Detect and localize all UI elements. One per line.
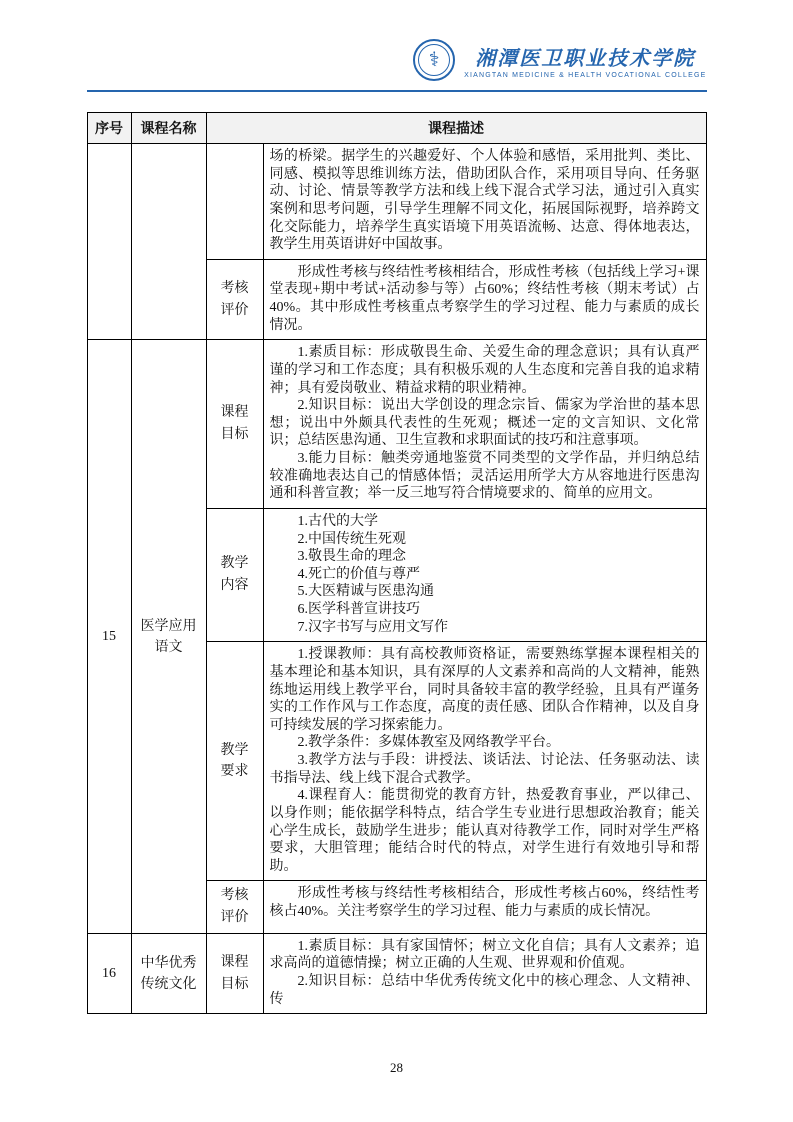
- course-no: 15: [87, 340, 131, 934]
- paragraph: 3.能力目标：触类旁通地鉴赏不同类型的文学作品，并归纳总结较准确地表达自己的情感体悟；灵活运用所学大方从容地进行医患沟通和科普宣教；举一反三地写符合情境要求的、简单的应用文。: [269, 451, 700, 502]
- table-row-course-15: [87, 340, 706, 509]
- section-label: [206, 508, 263, 641]
- paragraph: 2.中国传统生死观: [297, 531, 406, 547]
- section-label-text: 课程目标: [220, 954, 249, 992]
- course-no: [87, 144, 131, 340]
- paragraph: 7.汉字书写与应用文写作: [297, 619, 448, 635]
- section-label-text: 教学内容: [220, 556, 249, 594]
- paragraph: 2.知识目标：说出大学创设的理念宗旨、儒家为学治世的基本思想；说出中外颇具代表性的生死观；概述一定的文言知识、文化常识；总结医患沟通、卫生宣教和求职面试的技巧和注意事项。: [269, 398, 700, 449]
- paragraph: 1.素质目标：形成敬畏生命、关爱生命的理念意识；具有认真严谨的学习和工作态度；具有积极乐观的人生态度和完善自我的追求精神；具有爱岗敬业、精益求精的职业精神。: [269, 345, 700, 396]
- header-cell-name: 课程名称: [131, 113, 206, 144]
- college-logo: [87, 34, 707, 86]
- section-label: [206, 144, 263, 260]
- section-label: [206, 642, 263, 881]
- course-description-table: [87, 112, 707, 1014]
- section-label-text: 考核评价: [220, 280, 249, 318]
- paragraph: 2.知识目标：总结中华优秀传统文化中的核心理念、人文精神、传: [269, 974, 700, 1007]
- paragraph: 形成性考核与终结性考核相结合，形成性考核占60%，终结性考核占40%。关注考察学生的学习过程、能力与素质的成长情况。: [269, 886, 700, 919]
- paragraph: 形成性考核与终结性考核相结合，形成性考核（包括线上学习+课堂表现+期中考试+活动参与等）占60%；终结性考核（期末考试）占40%。其中形成性考核重点考察学生的学习过程、能力与素质的成长情况。: [269, 264, 700, 333]
- header-cell-desc: 课程描述: [206, 113, 706, 144]
- paragraph: 5.大医精诚与医患沟通: [297, 584, 434, 600]
- section-content: [263, 340, 706, 509]
- table-row-course-16: [87, 933, 706, 1014]
- table-row-continuation: [87, 144, 706, 260]
- section-content: [263, 508, 706, 641]
- section-label: [206, 881, 263, 933]
- college-emblem-icon: [413, 39, 455, 81]
- paragraph: 场的桥梁。据学生的兴趣爱好、个人体验和感悟，采用批判、类比、同感、模拟等思维训练方法，借助团队合作，采用项目导向、任务驱动、讨论、情景等教学方法和线上线下混合式学习法，通过引入真实案例和思考问题，引导学生理解不同文化，拓展国际视野，培养跨文化交际能力，培养学生真实语境下用英语流畅、达意、得体地表达，教学生用英语讲好中国故事。: [269, 149, 700, 253]
- section-label: [206, 933, 263, 1014]
- section-content: [263, 881, 706, 933]
- section-content: [263, 933, 706, 1014]
- header-divider: [87, 90, 707, 92]
- section-content: [263, 259, 706, 340]
- paragraph: 6.医学科普宣讲技巧: [297, 602, 420, 617]
- course-name-text: 医学应用语文: [140, 618, 197, 655]
- table-header-row: [87, 113, 706, 144]
- course-name: [131, 340, 206, 934]
- paragraph: 1.素质目标：具有家国情怀；树立文化自信；具有人文素养；追求高尚的道德情操；树立正确的人生观、世界观和价值观。: [269, 938, 700, 972]
- college-name-cn: 湘潭医卫职业技术学院: [475, 47, 696, 70]
- college-name-en: XIANGTAN MEDICINE & HEALTH VOCATIONAL COLLEGE: [464, 71, 707, 79]
- page-content: [87, 112, 707, 1014]
- paragraph: 1.古代的大学: [297, 513, 378, 529]
- page-header: [87, 34, 707, 92]
- section-content: [263, 642, 706, 881]
- section-label-text: 教学要求: [220, 742, 249, 780]
- section-label: [206, 259, 263, 340]
- section-label-text: 课程目标: [220, 405, 249, 443]
- page-number: 28: [390, 1060, 403, 1075]
- section-label-text: 考核评价: [220, 888, 249, 926]
- paragraph: 2.教学条件：多媒体教室及网络教学平台。: [297, 735, 560, 751]
- course-no: 16: [87, 933, 131, 1014]
- course-name-text: 中华优秀传统文化: [140, 955, 197, 992]
- section-label: [206, 340, 263, 509]
- header-cell-no: 序号: [87, 113, 131, 144]
- college-logo-text: [464, 42, 706, 79]
- paragraph: 4.死亡的价值与尊严: [297, 566, 420, 582]
- paragraph: 3.敬畏生命的理念: [297, 549, 406, 565]
- paragraph: 3.教学方法与手段：讲授法、谈话法、讨论法、任务驱动法、读书指导法、线上线下混合式教学。: [269, 753, 700, 786]
- paragraph: 1.授课教师：具有高校教师资格证，需要熟练掌握本课程相关的基本理论和基本知识，具有深厚的人文素养和高尚的人文精神，能熟练地运用线上教学平台，同时具备较丰富的教学经验，且具有严谨务实的工作作风与工作态度，高度的责任感、团队合作精神，以及自身可持续发展的学习探索能力。: [269, 647, 700, 733]
- course-name: [131, 933, 206, 1014]
- course-name: [131, 144, 206, 340]
- caduceus-icon: ⚕: [428, 49, 440, 71]
- section-content: [263, 144, 706, 260]
- paragraph: 4.课程育人：能贯彻党的教育方针，热爱教育事业，严以律己、以身作则；能依据学科特点，结合学生专业进行思想政治教育；能关心学生成长，鼓励学生进步；能认真对待教学工作，同时对学生严格要求，大胆管理；能结合时代的特点，对学生进行有效地引导和帮助。: [269, 788, 700, 874]
